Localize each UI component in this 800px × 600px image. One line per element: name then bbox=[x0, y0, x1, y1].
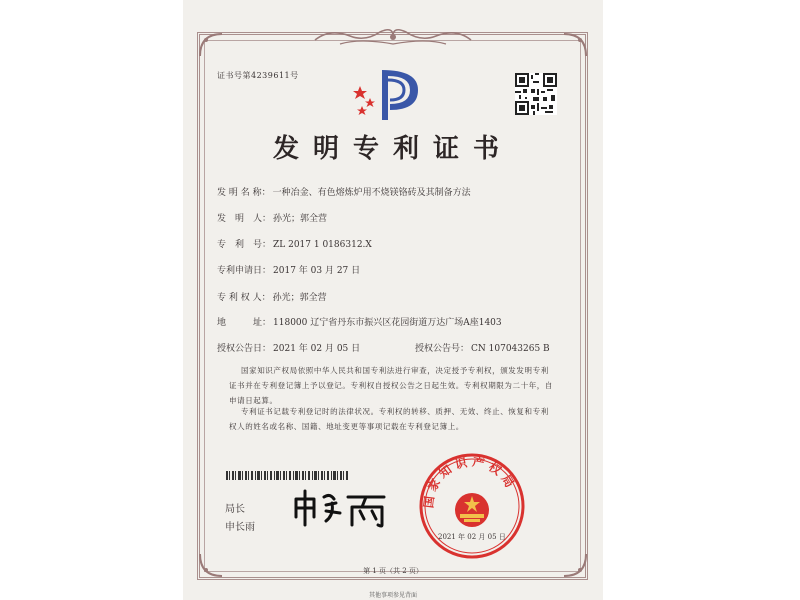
barcode-icon bbox=[226, 471, 348, 480]
director-name: 申长雨 bbox=[225, 522, 255, 533]
patent-office-logo-icon bbox=[352, 64, 422, 124]
official-seal-icon bbox=[418, 452, 526, 560]
field-label: 专 利 权 人： bbox=[217, 293, 271, 303]
seal-date: 2021 年 02 月 05 日 bbox=[438, 533, 506, 541]
field-address bbox=[217, 315, 502, 328]
director-title: 局长 bbox=[225, 504, 245, 515]
field-value: 一种冶金、有色熔炼炉用不烧镁铬砖及其制备方法 bbox=[272, 188, 471, 198]
field-inventor bbox=[217, 211, 327, 224]
svg-text:国家知识产权局: 国家知识产权局 bbox=[421, 454, 519, 509]
field-invention-name bbox=[217, 185, 471, 198]
corner-ornament-bottom-left bbox=[196, 552, 224, 580]
page-number: 第 1 页（共 2 页） bbox=[363, 567, 423, 575]
corner-ornament-top-right bbox=[562, 30, 590, 58]
field-label: 专利申请日： bbox=[217, 266, 272, 276]
field-label: 授权公告日： bbox=[217, 344, 272, 354]
field-value: 孙光；郭全营 bbox=[272, 293, 327, 303]
director-signature-icon bbox=[290, 487, 390, 529]
field-label: 发 明 人： bbox=[217, 214, 272, 224]
field-grant-number bbox=[415, 341, 550, 354]
field-value: 孙光；郭全营 bbox=[273, 214, 328, 224]
corner-ornament-top-left bbox=[196, 30, 224, 58]
field-patentee bbox=[217, 290, 327, 303]
certificate-number: 证书号第4239611号 bbox=[217, 71, 299, 80]
field-patent-number bbox=[217, 237, 372, 250]
field-label: 地 址： bbox=[217, 318, 272, 328]
certificate-legal-status-paragraph: 专利证书记载专利登记时的法律状况。专利权的转移、质押、无效、终止、恢复和专利权人的姓名或名称、国籍、地址变更等事项记载在专利登记簿上。 bbox=[229, 407, 549, 431]
field-application-date bbox=[217, 263, 360, 276]
field-label: 发 明 名 称： bbox=[217, 188, 271, 198]
certificate-title: 发明专利证书 bbox=[272, 134, 513, 164]
field-label: 授权公告号： bbox=[415, 344, 470, 354]
top-ornament bbox=[310, 24, 476, 50]
field-grant-date bbox=[217, 341, 360, 354]
field-value: 2017 年 03 月 27 日 bbox=[273, 266, 361, 276]
field-value: 118000 辽宁省丹东市振兴区花园街道万达广场A座1403 bbox=[273, 318, 502, 328]
field-value: 2021 年 02 月 05 日 bbox=[273, 344, 361, 354]
field-value: CN 107043265 B bbox=[471, 344, 550, 354]
field-label: 专 利 号： bbox=[217, 240, 272, 250]
qr-code-icon bbox=[515, 73, 557, 115]
footer-note: 其他事项参见背面 bbox=[368, 592, 417, 599]
field-value: ZL 2017 1 0186312.X bbox=[273, 240, 372, 250]
certificate-statement-paragraph: 国家知识产权局依照中华人民共和国专利法进行审查，决定授予专利权，颁发发明专利证书并在专利登记簿上予以登记。专利权自授权公告之日起生效。专利权期限为二十年，自申请日起算。 bbox=[229, 366, 553, 405]
corner-ornament-bottom-right bbox=[562, 552, 590, 580]
